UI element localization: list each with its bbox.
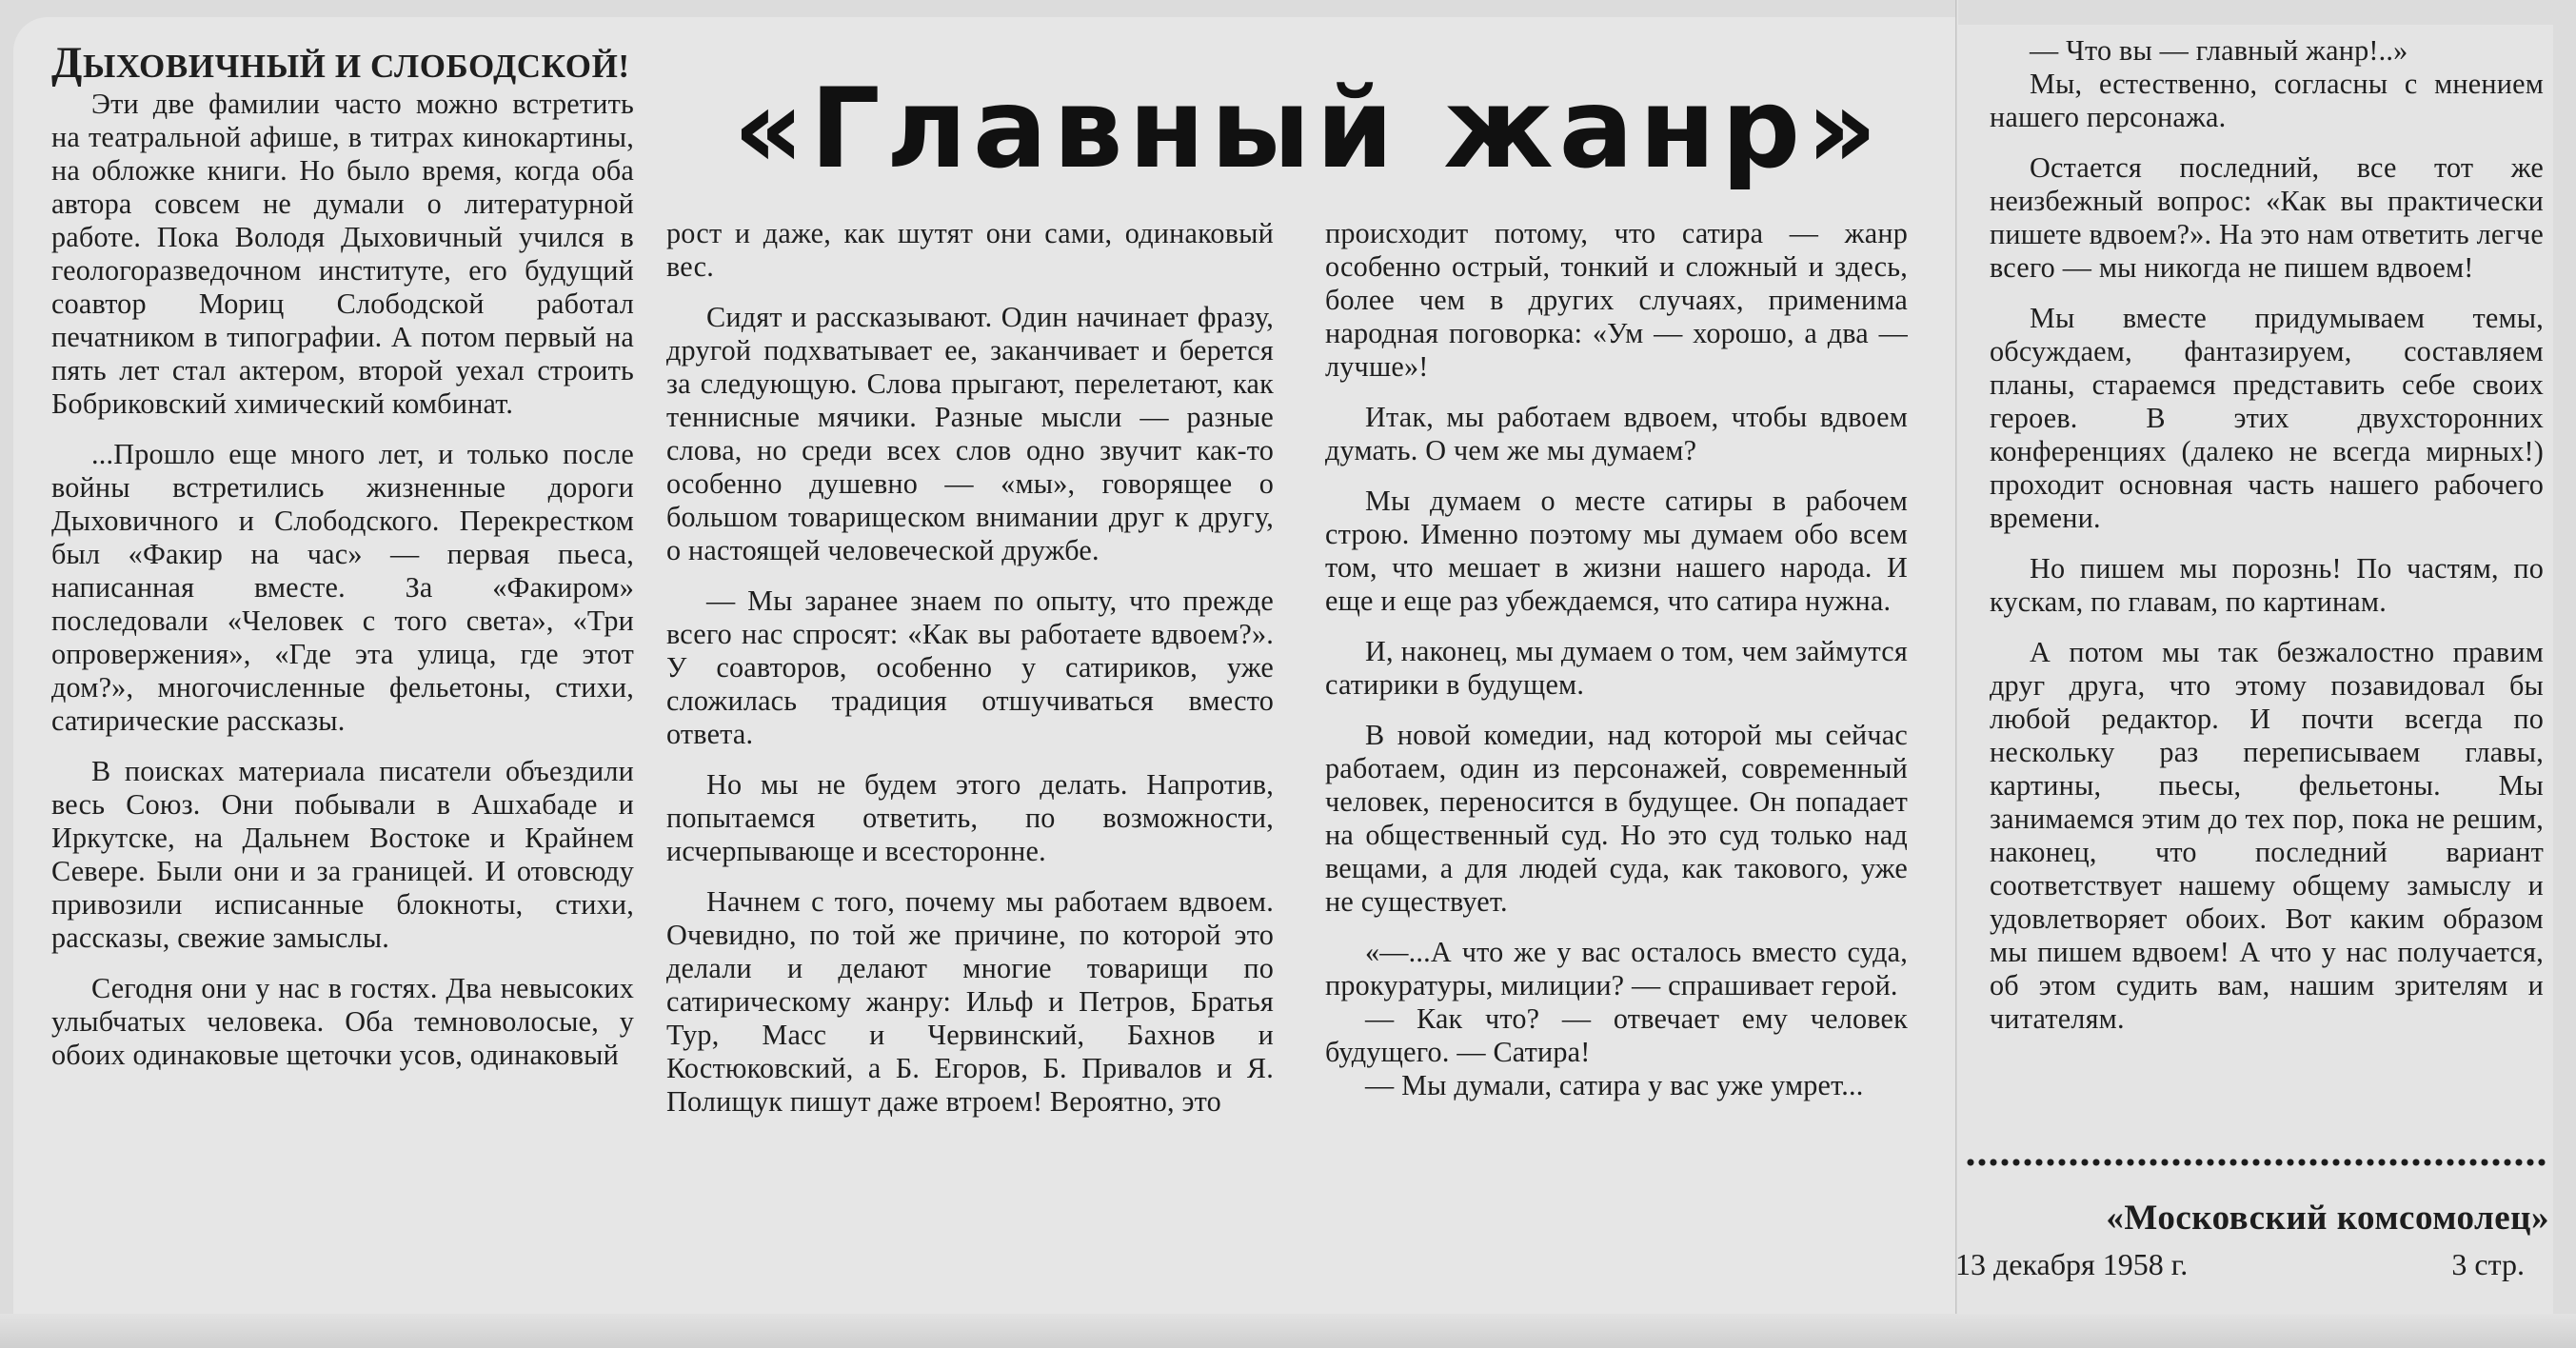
paragraph: Мы вместе придумываем темы, обсуждаем, фантазируем, составляем планы, стараемся представить себе своих героев. В этих двухсторонних конференциях (далеко не всегда мирных!) проходит основная часть нашего рабочего времени. [1990,302,2544,534]
dotted-rule [1965,1158,2546,1167]
paragraph: В поисках материала писатели объездили весь Союз. Они побывали в Ашхабаде и Иркутске, на Дальнем Востоке и Крайнем Севере. Были они и за границей. И отовсюду привозили исписанные блокноты, стихи, рассказы, свежие замыслы. [51,755,634,954]
paragraph: Сегодня они у нас в гостях. Два невысоких улыбчатых человека. Оба темноволосые, у обоих одинаковые щеточки усов, одинаковый [51,972,634,1071]
paragraph: Мы думаем о месте сатиры в рабочем строю. Именно поэтому мы думаем обо всем том, что мешает в жизни нашего народа. И еще и еще раз убеждаемся, что сатира нужна. [1325,485,1908,617]
lead-line [51,38,634,88]
paragraph: происходит потому, что сатира — жанр особенно острый, тонкий и сложный и здесь, более чем в других случаях, применима народная поговорка: «Ум — хорошо, а два — лучше»! [1325,217,1908,383]
fold-line [1955,0,1958,1348]
paragraph: И, наконец, мы думаем о том, чем займутся сатирики в будущем. [1325,635,1908,701]
paragraph: — Что вы — главный жанр!..» [2030,34,2408,67]
paragraph: — Как что? — отвечает ему человек будущего. — Сатира! [1325,1002,1908,1068]
lead-text: ЫХОВИЧНЫЙ И СЛОБОДСКОЙ! [82,48,630,85]
newspaper-name: «Московский комсомолец» [2106,1199,2549,1238]
article-headline: «Главный жанр» [733,65,1884,193]
paragraph: Но пишем мы порознь! По частям, по кускам, по главам, по картинам. [1990,552,2544,618]
column-1 [51,38,634,1072]
paragraph: Начнем с того, почему мы работаем вдвоем. Очевидно, по той же причине, по которой это делали и делают многие товарищи по сатирическому жанру: Ильф и Петров, Братья Тур, Масс и Червинский, Бахнов и Костюковский, а Б. Егоров, Б. Привалов и Я. Полищук пишут даже втроем! Вероятно, это [666,885,1274,1118]
paragraph: В новой комедии, над которой мы сейчас работаем, один из персонажей, современный человек, переносится в будущее. Он попадает на общественный суд. Но это суд только над вещами, а для людей суда, как такового, уже не существует. [1325,719,1908,918]
paragraph: Остается последний, все тот же неизбежный вопрос: «Как вы практически пишете вдвоем?». На это нам ответить легче всего — мы никогда не пишем вдвоем! [1990,151,2544,284]
paragraph: «—...А что же у вас осталось вместо суда, прокуратуры, милиции? — спрашивает герой. [1325,936,1908,1001]
paragraph: Но мы не будем этого делать. Напротив, попытаемся ответить, по возможности, исчерпывающе и всесторонне. [666,768,1274,867]
source-signature [1955,1150,2553,1302]
paragraph: Эти две фамилии часто можно встретить на театральной афише, в титрах кинокартины, на обложке книги. Но было время, когда оба автора совсем не думали о литературной работе. Пока Володя Дыховичный учился в геологоразведочном институте, его будущий соавтор Мориц Слободской работал печатником в типографии. А потом первый на пять лет стал актером, второй уехал строить Бобриковский химический комбинат. [51,88,634,420]
paragraph: — Мы думали, сатира у вас уже умрет... [1365,1069,1864,1101]
column-2 [666,217,1274,1119]
column-4 [1990,34,2544,1036]
paragraph: — Мы заранее знаем по опыту, что прежде всего нас спросят: «Как вы работаете вдвоем?». У соавторов, особенно у сатириков, уже сложилась традиция отшучиваться вместо ответа. [666,585,1274,750]
issue-date: 13 декабря 1958 г. [1955,1247,2189,1281]
paragraph: Мы, естественно, согласны с мнением нашего персонажа. [1990,68,2544,133]
drop-cap: Д [51,38,83,88]
paragraph: Итак, мы работаем вдвоем, чтобы вдвоем думать. О чем же мы думаем? [1325,401,1908,466]
bottom-edge [0,1314,2576,1348]
paragraph: рост и даже, как шутят они сами, одинаковый вес. [666,217,1274,283]
column-3 [1325,217,1908,1102]
paragraph: ...Прошло еще много лет, и только после войны встретились жизненные дороги Дыховичного и Слободского. Перекрестком был «Факир на час» — первая пьеса, написанная вместе. За «Факиром» последовали «Человек с того света», «Три опровержения», «Где эта улица, где этот дом?», многочисленные фельетоны, стихи, сатирические рассказы. [51,438,634,737]
paragraph: А потом мы так безжалостно правим друг друга, что этому позавидовал бы любой редактор. И почти всегда по нескольку раз переписываем главы, картины, пьесы, фельетоны. Мы занимаемся этим до тех пор, пока не решим, наконец, что последний вариант соответствует нашему общему замыслу и удовлетворяет обоих. Вот каким образом мы пишем вдвоем! А что у нас получается, об этом судить вам, нашим зрителям и читателям. [1990,636,2544,1035]
page-number: 3 стр. [2451,1247,2525,1281]
paragraph: Сидят и рассказывают. Один начинает фразу, другой подхватывает ее, заканчивает и берется за следующую. Слова прыгают, перелетают, как теннисные мячики. Разные мысли — разные слова, но среди всех слов одно звучит как-то особенно душевно — «мы», говорящее о большом товарищеском внимании друг к другу, о настоящей человеческой дружбе. [666,301,1274,566]
